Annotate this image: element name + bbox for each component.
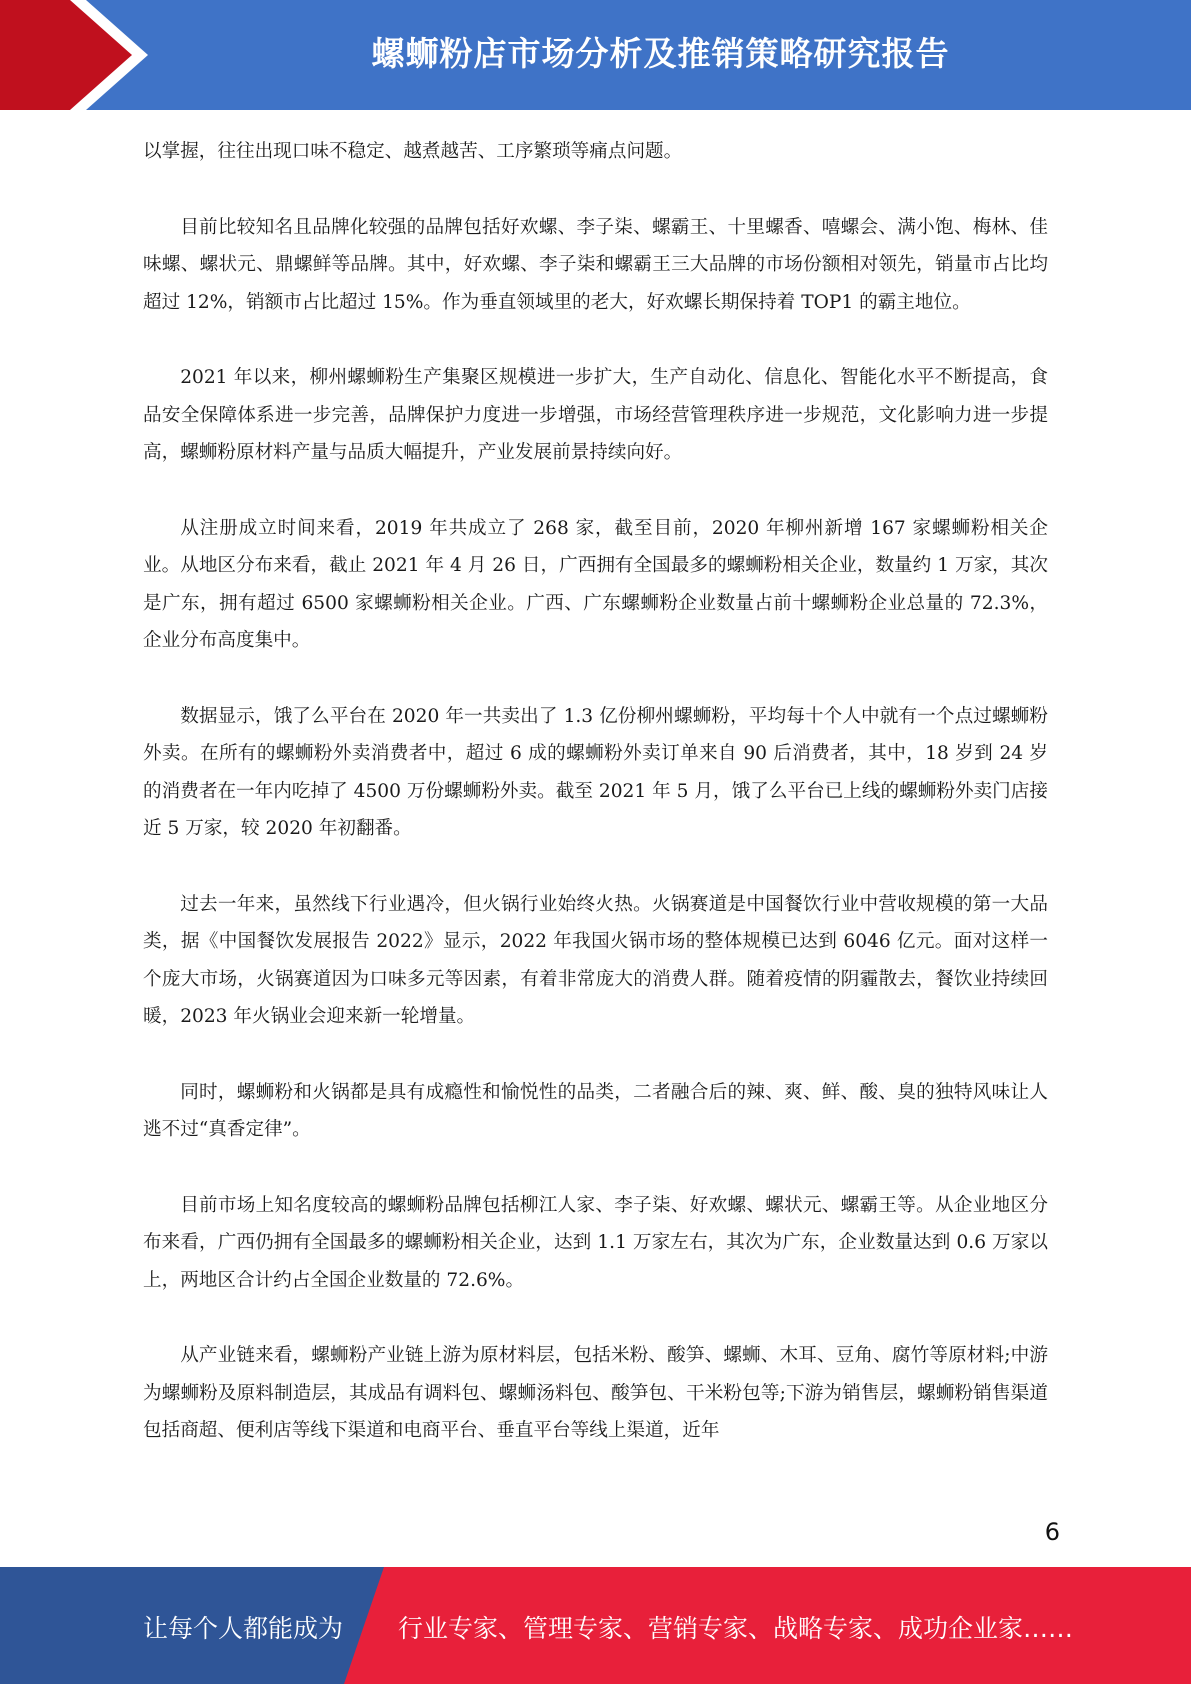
paragraph: 目前市场上知名度较高的螺蛳粉品牌包括柳江人家、李子柒、好欢螺、螺状元、螺霸王等。从企业地区分布来看，广西仍拥有全国最多的螺蛳粉相关企业，达到 1.1 万家左右，其次为广东，企业数量达到 0.6 万家以上，两地区合计约占全国企业数量的 72.6%。 [143, 1194, 1048, 1291]
paragraph: 2021 年以来，柳州螺蛳粉生产集聚区规模进一步扩大，生产自动化、信息化、智能化水平不断提高，食品安全保障体系进一步完善，品牌保护力度进一步增强，市场经营管理秩序进一步规范，文化影响力进一步提高，螺蛳粉原材料产量与品质大幅提升，产业发展前景持续向好。 [143, 367, 1048, 463]
page-number: 6 [1044, 1518, 1060, 1546]
paragraph: 过去一年来，虽然线下行业遇冷，但火锅行业始终火热。火锅赛道是中国餐饮行业中营收规模的第一大品类，据《中国餐饮发展报告 2022》显示，2022 年我国火锅市场的整体规模已达到 6046 亿元。面对这样一个庞大市场，火锅赛道因为口味多元等因素，有着非常庞大的消费人群。随着疫情的阴霾散去，餐饮业持续回暖，2023 年火锅业会迎来新一轮增量。 [143, 893, 1048, 1027]
paragraph: 从注册成立时间来看，2019 年共成立了 268 家，截至目前，2020 年柳州新增 167 家螺蛳粉相关企业。从地区分布来看，截止 2021 年 4 月 26 日，广西拥有全国最多的螺蛳粉相关企业，数量约 1 万家，其次是广东，拥有超过 6500 家螺蛳粉相关企业。广西、广东螺蛳粉企业数量占前十螺蛳粉企业总量的 72.3%，企业分布高度集中。 [143, 517, 1048, 651]
paragraph: 从产业链来看，螺蛳粉产业链上游为原材料层，包括米粉、酸笋、螺蛳、木耳、豆角、腐竹等原材料;中游为螺蛳粉及原料制造层，其成品有调料包、螺蛳汤料包、酸笋包、干米粉包等;下游为销售层，螺蛳粉销售渠道包括商超、便利店等线下渠道和电商平台、垂直平台等线上渠道，近年 [143, 1345, 1048, 1441]
paragraph: 目前比较知名且品牌化较强的品牌包括好欢螺、李子柒、螺霸王、十里螺香、嘻螺会、满小饱、梅林、佳味螺、螺状元、鼎螺鲜等品牌。其中，好欢螺、李子柒和螺霸王三大品牌的市场份额相对领先，销量市占比均超过 12%，销额市占比超过 15%。作为垂直领域里的老大，好欢螺长期保持着 TOP1 的霸主地位。 [143, 216, 1048, 313]
page-header [0, 0, 1191, 110]
paragraph: 以掌握，往往出现口味不稳定、越煮越苦、工序繁琐等痛点问题。 [143, 141, 683, 162]
body-text [143, 133, 1048, 1488]
paragraph: 数据显示，饿了么平台在 2020 年一共卖出了 1.3 亿份柳州螺蛳粉，平均每十个人中就有一个点过螺蛳粉外卖。在所有的螺蛳粉外卖消费者中，超过 6 成的螺蛳粉外卖订单来自 90 后消费者，其中，18 岁到 24 岁的消费者在一年内吃掉了 4500 万份螺蛳粉外卖。截至 2021 年 5 月，饿了么平台已上线的螺蛳粉外卖门店接近 5 万家，较 2020 年初翻番。 [143, 705, 1048, 839]
page-footer [0, 1567, 1191, 1684]
footer-slogan-right: 行业专家、管理专家、营销专家、战略专家、成功企业家…… [398, 1614, 1074, 1643]
paragraph: 同时，螺蛳粉和火锅都是具有成瘾性和愉悦性的品类，二者融合后的辣、爽、鲜、酸、臭的独特风味让人逃不过“真香定律”。 [143, 1081, 1048, 1140]
footer-slogan-left: 让每个人都能成为 [143, 1614, 344, 1643]
report-title: 螺蛳粉店市场分析及推销策略研究报告 [371, 34, 950, 73]
